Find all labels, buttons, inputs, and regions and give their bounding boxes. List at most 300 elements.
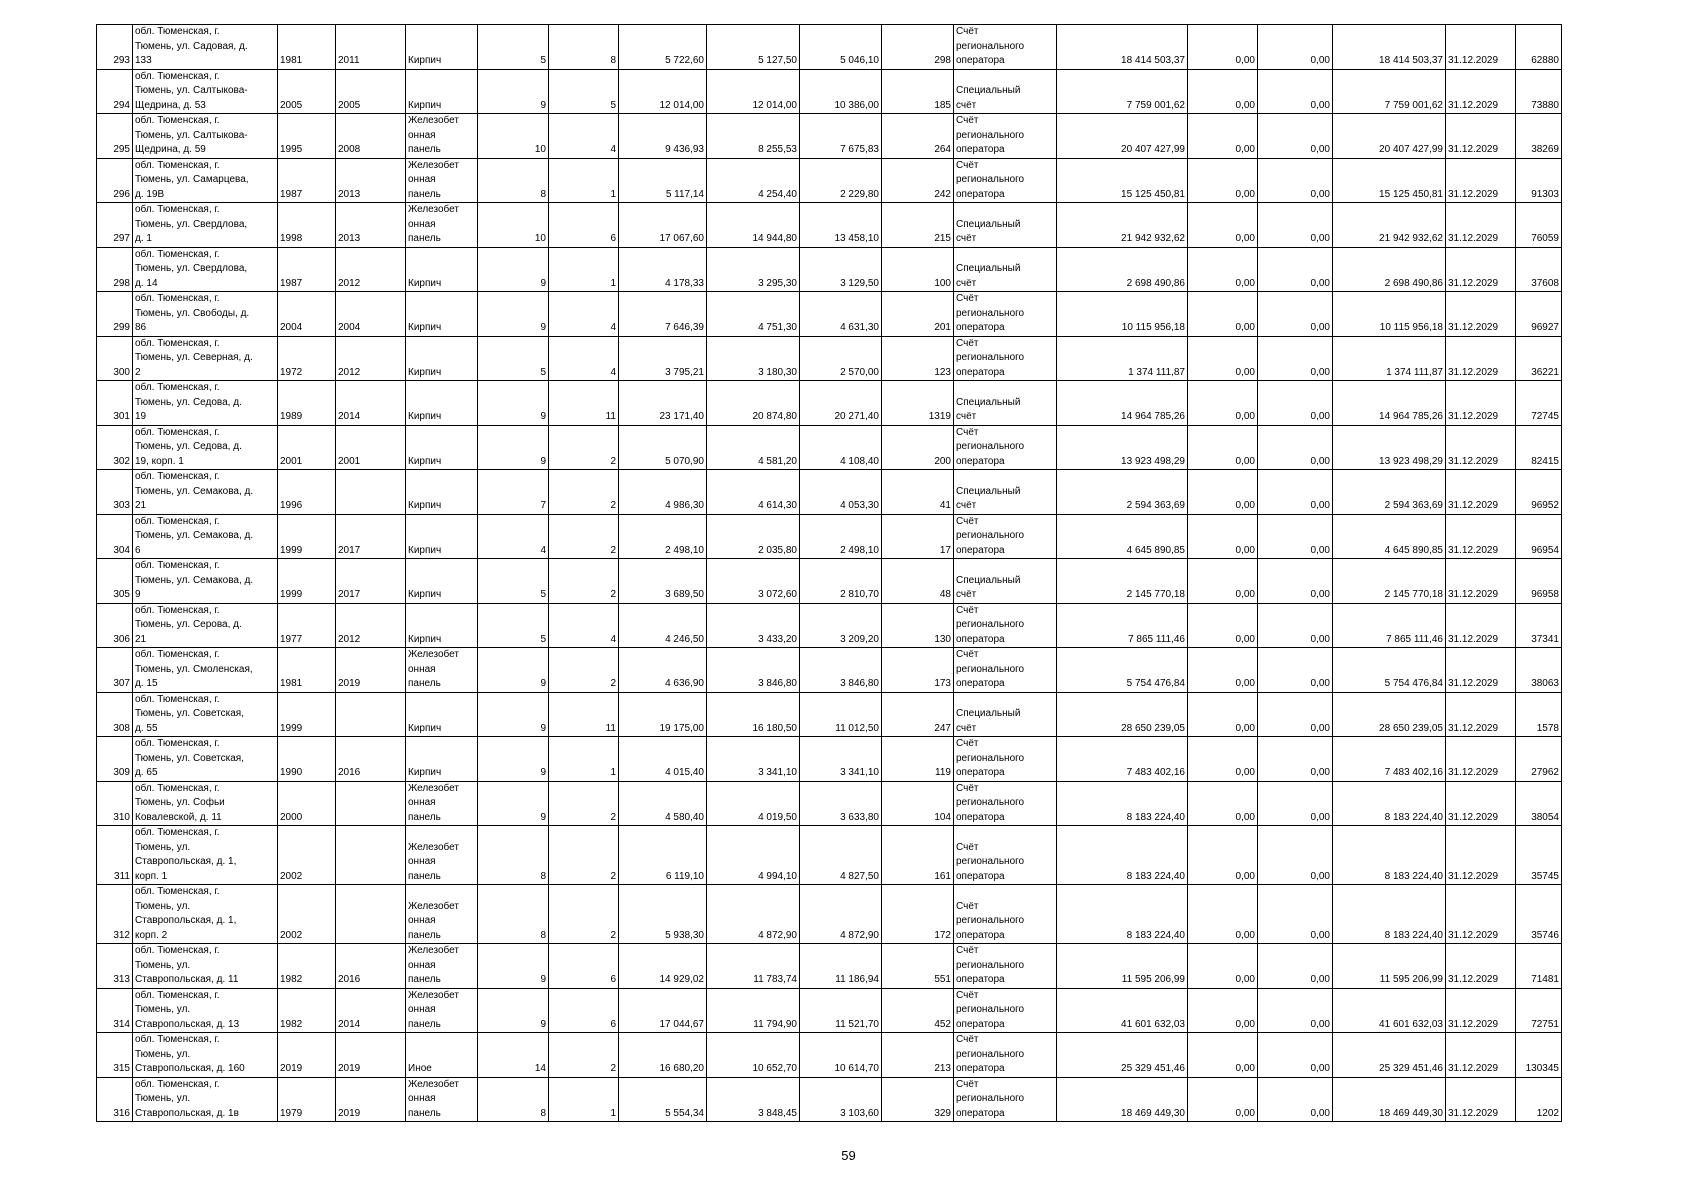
cell-address: обл. Тюменская, г. Тюмень, ул. Ставропольская, д. 1, корп. 2: [133, 885, 278, 944]
cell-fund-method: Счёт регионального оператора: [954, 885, 1057, 944]
cell-floors: 8: [478, 826, 549, 885]
cell-year-repair: 2019: [336, 648, 406, 693]
cell-area-residential: 20 271,40: [800, 381, 882, 426]
cell-area-premises: 10 652,70: [707, 1033, 800, 1078]
cell-residents: 247: [882, 692, 954, 737]
cell-cost-fund2: 0,00: [1258, 158, 1333, 203]
cell-cost-total: 13 923 498,29: [1057, 425, 1188, 470]
cell-code: 62880: [1516, 25, 1562, 70]
cell-code: 36221: [1516, 336, 1562, 381]
cell-cost-fund2: 0,00: [1258, 944, 1333, 989]
cell-fund-method: Счёт регионального оператора: [954, 648, 1057, 693]
cell-cost-fund1: 0,00: [1188, 885, 1258, 944]
cell-entrances: 2: [549, 470, 619, 515]
cell-residents: 551: [882, 944, 954, 989]
cell-cost-total: 20 407 427,99: [1057, 114, 1188, 159]
cell-cost-fund2: 0,00: [1258, 336, 1333, 381]
cell-floors: 9: [478, 944, 549, 989]
cell-cost-owners: 2 145 770,18: [1333, 559, 1446, 604]
cell-area-premises: 3 846,80: [707, 648, 800, 693]
cell-cost-fund2: 0,00: [1258, 603, 1333, 648]
cell-cost-owners: 5 754 476,84: [1333, 648, 1446, 693]
cell-area-residential: 3 341,10: [800, 737, 882, 782]
cell-code: 37341: [1516, 603, 1562, 648]
cell-cost-total: 21 942 932,62: [1057, 203, 1188, 248]
cell-year-repair: [336, 470, 406, 515]
cell-material: Железобет онная панель: [406, 781, 478, 826]
cell-cost-total: 15 125 450,81: [1057, 158, 1188, 203]
cell-cost-fund2: 0,00: [1258, 1077, 1333, 1122]
cell-area-total: 5 554,34: [619, 1077, 707, 1122]
cell-area-premises: 3 072,60: [707, 559, 800, 604]
cell-area-residential: 4 872,90: [800, 885, 882, 944]
cell-n: 304: [97, 514, 133, 559]
cell-area-total: 5 722,60: [619, 25, 707, 70]
cell-area-premises: 12 014,00: [707, 69, 800, 114]
cell-residents: 41: [882, 470, 954, 515]
cell-residents: 104: [882, 781, 954, 826]
cell-material: Кирпич: [406, 25, 478, 70]
cell-address: обл. Тюменская, г. Тюмень, ул. Семакова, д. 9: [133, 559, 278, 604]
cell-material: Иное: [406, 1033, 478, 1078]
cell-code: 96954: [1516, 514, 1562, 559]
cell-deadline: 31.12.2029: [1446, 25, 1516, 70]
cell-area-total: 5 070,90: [619, 425, 707, 470]
cell-code: 38063: [1516, 648, 1562, 693]
cell-area-premises: 3 848,45: [707, 1077, 800, 1122]
cell-address: обл. Тюменская, г. Тюмень, ул. Ставропольская, д. 1, корп. 1: [133, 826, 278, 885]
cell-area-residential: 7 675,83: [800, 114, 882, 159]
cell-cost-total: 2 698 490,86: [1057, 247, 1188, 292]
cell-area-residential: 4 827,50: [800, 826, 882, 885]
cell-area-total: 4 246,50: [619, 603, 707, 648]
cell-area-residential: 3 209,20: [800, 603, 882, 648]
cell-area-total: 4 636,90: [619, 648, 707, 693]
cell-address: обл. Тюменская, г. Тюмень, ул. Советская, д. 55: [133, 692, 278, 737]
cell-floors: 5: [478, 336, 549, 381]
cell-cost-owners: 25 329 451,46: [1333, 1033, 1446, 1078]
cell-fund-method: Счёт регионального оператора: [954, 781, 1057, 826]
cell-area-residential: 3 633,80: [800, 781, 882, 826]
cell-area-premises: 4 751,30: [707, 292, 800, 337]
cell-address: обл. Тюменская, г. Тюмень, ул. Самарцева, д. 19В: [133, 158, 278, 203]
cell-address: обл. Тюменская, г. Тюмень, ул. Ставропольская, д. 160: [133, 1033, 278, 1078]
cell-cost-owners: 18 414 503,37: [1333, 25, 1446, 70]
cell-area-residential: 11 186,94: [800, 944, 882, 989]
cell-entrances: 2: [549, 425, 619, 470]
cell-area-residential: 2 229,80: [800, 158, 882, 203]
cell-area-total: 5 938,30: [619, 885, 707, 944]
cell-code: 27962: [1516, 737, 1562, 782]
cell-n: 311: [97, 826, 133, 885]
cell-code: 91303: [1516, 158, 1562, 203]
cell-deadline: 31.12.2029: [1446, 203, 1516, 248]
cell-residents: 17: [882, 514, 954, 559]
cell-floors: 10: [478, 114, 549, 159]
cell-year-built: 2002: [278, 885, 336, 944]
cell-year-repair: [336, 781, 406, 826]
cell-cost-fund1: 0,00: [1188, 292, 1258, 337]
cell-address: обл. Тюменская, г. Тюмень, ул. Седова, д. 19, корп. 1: [133, 425, 278, 470]
cell-entrances: 1: [549, 737, 619, 782]
cell-year-repair: 2014: [336, 988, 406, 1033]
cell-code: 72751: [1516, 988, 1562, 1033]
cell-deadline: 31.12.2029: [1446, 781, 1516, 826]
cell-floors: 8: [478, 158, 549, 203]
cell-address: обл. Тюменская, г. Тюмень, ул. Ставропольская, д. 1в: [133, 1077, 278, 1122]
cell-deadline: 31.12.2029: [1446, 692, 1516, 737]
cell-material: Железобет онная панель: [406, 988, 478, 1033]
cell-deadline: 31.12.2029: [1446, 381, 1516, 426]
cell-year-built: 1999: [278, 559, 336, 604]
cell-fund-method: Специальный счёт: [954, 247, 1057, 292]
cell-entrances: 1: [549, 247, 619, 292]
cell-cost-total: 25 329 451,46: [1057, 1033, 1188, 1078]
cell-area-residential: 3 846,80: [800, 648, 882, 693]
cell-code: 37608: [1516, 247, 1562, 292]
cell-fund-method: Специальный счёт: [954, 559, 1057, 604]
cell-entrances: 1: [549, 1077, 619, 1122]
cell-cost-total: 14 964 785,26: [1057, 381, 1188, 426]
cell-n: 313: [97, 944, 133, 989]
cell-material: Кирпич: [406, 470, 478, 515]
cell-cost-owners: 20 407 427,99: [1333, 114, 1446, 159]
cell-floors: 4: [478, 514, 549, 559]
cell-cost-fund1: 0,00: [1188, 470, 1258, 515]
cell-floors: 9: [478, 988, 549, 1033]
cell-year-repair: 2004: [336, 292, 406, 337]
cell-fund-method: Счёт регионального оператора: [954, 158, 1057, 203]
cell-area-residential: 3 129,50: [800, 247, 882, 292]
cell-deadline: 31.12.2029: [1446, 1077, 1516, 1122]
cell-deadline: 31.12.2029: [1446, 247, 1516, 292]
cell-area-total: 4 580,40: [619, 781, 707, 826]
cell-fund-method: Специальный счёт: [954, 203, 1057, 248]
cell-deadline: 31.12.2029: [1446, 425, 1516, 470]
cell-address: обл. Тюменская, г. Тюмень, ул. Серова, д. 21: [133, 603, 278, 648]
cell-cost-total: 18 469 449,30: [1057, 1077, 1188, 1122]
cell-area-residential: 4 053,30: [800, 470, 882, 515]
cell-address: обл. Тюменская, г. Тюмень, ул. Свободы, д. 86: [133, 292, 278, 337]
cell-entrances: 1: [549, 158, 619, 203]
cell-area-premises: 3 295,30: [707, 247, 800, 292]
cell-floors: 8: [478, 1077, 549, 1122]
cell-residents: 123: [882, 336, 954, 381]
cell-cost-fund1: 0,00: [1188, 158, 1258, 203]
cell-cost-fund1: 0,00: [1188, 425, 1258, 470]
cell-floors: 9: [478, 737, 549, 782]
cell-year-built: 1981: [278, 648, 336, 693]
table-row: [97, 781, 1562, 826]
cell-deadline: 31.12.2029: [1446, 470, 1516, 515]
cell-area-total: 17 044,67: [619, 988, 707, 1033]
cell-n: 301: [97, 381, 133, 426]
cell-cost-fund2: 0,00: [1258, 885, 1333, 944]
cell-fund-method: Счёт регионального оператора: [954, 336, 1057, 381]
cell-cost-fund1: 0,00: [1188, 826, 1258, 885]
cell-cost-fund2: 0,00: [1258, 292, 1333, 337]
cell-cost-fund1: 0,00: [1188, 781, 1258, 826]
cell-entrances: 11: [549, 381, 619, 426]
cell-floors: 14: [478, 1033, 549, 1078]
cell-cost-fund1: 0,00: [1188, 1077, 1258, 1122]
cell-fund-method: Счёт регионального оператора: [954, 737, 1057, 782]
cell-year-repair: 2001: [336, 425, 406, 470]
cell-year-built: 1972: [278, 336, 336, 381]
cell-fund-method: Счёт регионального оператора: [954, 114, 1057, 159]
cell-cost-fund1: 0,00: [1188, 336, 1258, 381]
cell-n: 315: [97, 1033, 133, 1078]
table-row: [97, 381, 1562, 426]
cell-deadline: 31.12.2029: [1446, 1033, 1516, 1078]
cell-material: Кирпич: [406, 737, 478, 782]
cell-material: Кирпич: [406, 692, 478, 737]
cell-cost-fund1: 0,00: [1188, 737, 1258, 782]
table-row: [97, 944, 1562, 989]
cell-material: Железобет онная панель: [406, 203, 478, 248]
cell-cost-owners: 8 183 224,40: [1333, 781, 1446, 826]
table-row: [97, 559, 1562, 604]
cell-n: 293: [97, 25, 133, 70]
cell-cost-total: 8 183 224,40: [1057, 826, 1188, 885]
cell-material: Кирпич: [406, 603, 478, 648]
cell-entrances: 4: [549, 603, 619, 648]
cell-fund-method: Счёт регионального оператора: [954, 1033, 1057, 1078]
cell-material: Кирпич: [406, 69, 478, 114]
cell-cost-owners: 8 183 224,40: [1333, 885, 1446, 944]
cell-fund-method: Счёт регионального оператора: [954, 25, 1057, 70]
cell-address: обл. Тюменская, г. Тюмень, ул. Садовая, д. 133: [133, 25, 278, 70]
cell-material: Железобет онная панель: [406, 885, 478, 944]
table-row: [97, 988, 1562, 1033]
cell-area-total: 9 436,93: [619, 114, 707, 159]
cell-cost-owners: 28 650 239,05: [1333, 692, 1446, 737]
cell-cost-fund2: 0,00: [1258, 25, 1333, 70]
cell-address: обл. Тюменская, г. Тюмень, ул. Салтыкова- Щедрина, д. 59: [133, 114, 278, 159]
cell-residents: 452: [882, 988, 954, 1033]
cell-cost-fund1: 0,00: [1188, 247, 1258, 292]
cell-cost-fund2: 0,00: [1258, 737, 1333, 782]
cell-material: Кирпич: [406, 292, 478, 337]
cell-cost-total: 18 414 503,37: [1057, 25, 1188, 70]
cell-entrances: 6: [549, 203, 619, 248]
cell-address: обл. Тюменская, г. Тюмень, ул. Семакова, д. 21: [133, 470, 278, 515]
cell-residents: 173: [882, 648, 954, 693]
cell-year-built: 1989: [278, 381, 336, 426]
cell-code: 96958: [1516, 559, 1562, 604]
cell-cost-fund2: 0,00: [1258, 826, 1333, 885]
cell-cost-fund1: 0,00: [1188, 988, 1258, 1033]
cell-year-built: 1999: [278, 692, 336, 737]
cell-area-premises: 4 994,10: [707, 826, 800, 885]
cell-area-premises: 4 581,20: [707, 425, 800, 470]
cell-fund-method: Специальный счёт: [954, 69, 1057, 114]
cell-residents: 201: [882, 292, 954, 337]
cell-cost-total: 7 759 001,62: [1057, 69, 1188, 114]
cell-n: 305: [97, 559, 133, 604]
cell-area-premises: 4 614,30: [707, 470, 800, 515]
cell-cost-total: 8 183 224,40: [1057, 781, 1188, 826]
cell-cost-fund1: 0,00: [1188, 203, 1258, 248]
cell-entrances: 4: [549, 114, 619, 159]
cell-year-repair: 2013: [336, 203, 406, 248]
cell-floors: 9: [478, 381, 549, 426]
cell-area-total: 14 929,02: [619, 944, 707, 989]
cell-area-total: 7 646,39: [619, 292, 707, 337]
cell-n: 306: [97, 603, 133, 648]
cell-floors: 9: [478, 247, 549, 292]
cell-fund-method: Специальный счёт: [954, 692, 1057, 737]
cell-cost-fund1: 0,00: [1188, 1033, 1258, 1078]
cell-cost-fund2: 0,00: [1258, 692, 1333, 737]
cell-address: обл. Тюменская, г. Тюмень, ул. Свердлова, д. 1: [133, 203, 278, 248]
cell-year-built: 1979: [278, 1077, 336, 1122]
cell-area-residential: 10 614,70: [800, 1033, 882, 1078]
cell-year-repair: 2019: [336, 1033, 406, 1078]
cell-code: 72745: [1516, 381, 1562, 426]
cell-year-built: 2004: [278, 292, 336, 337]
cell-n: 310: [97, 781, 133, 826]
cell-code: 1202: [1516, 1077, 1562, 1122]
cell-deadline: 31.12.2029: [1446, 69, 1516, 114]
cell-fund-method: Счёт регионального оператора: [954, 603, 1057, 648]
cell-entrances: 2: [549, 826, 619, 885]
cell-cost-owners: 7 483 402,16: [1333, 737, 1446, 782]
table-row: [97, 158, 1562, 203]
cell-entrances: 2: [549, 514, 619, 559]
cell-material: Кирпич: [406, 559, 478, 604]
cell-floors: 5: [478, 25, 549, 70]
cell-entrances: 8: [549, 25, 619, 70]
cell-year-built: 1999: [278, 514, 336, 559]
table-row: [97, 203, 1562, 248]
cell-entrances: 5: [549, 69, 619, 114]
table-row: [97, 737, 1562, 782]
cell-year-repair: 2011: [336, 25, 406, 70]
cell-cost-fund1: 0,00: [1188, 559, 1258, 604]
cell-cost-total: 5 754 476,84: [1057, 648, 1188, 693]
cell-cost-owners: 1 374 111,87: [1333, 336, 1446, 381]
cell-entrances: 6: [549, 988, 619, 1033]
cell-area-premises: 16 180,50: [707, 692, 800, 737]
table-row: [97, 292, 1562, 337]
table-row: [97, 69, 1562, 114]
cell-code: 82415: [1516, 425, 1562, 470]
cell-cost-fund2: 0,00: [1258, 514, 1333, 559]
cell-cost-fund2: 0,00: [1258, 203, 1333, 248]
cell-area-residential: 13 458,10: [800, 203, 882, 248]
cell-fund-method: Счёт регионального оператора: [954, 988, 1057, 1033]
cell-material: Кирпич: [406, 381, 478, 426]
cell-n: 295: [97, 114, 133, 159]
cell-cost-owners: 15 125 450,81: [1333, 158, 1446, 203]
cell-cost-total: 1 374 111,87: [1057, 336, 1188, 381]
cell-cost-owners: 2 594 363,69: [1333, 470, 1446, 515]
cell-area-total: 12 014,00: [619, 69, 707, 114]
cell-cost-fund2: 0,00: [1258, 648, 1333, 693]
cell-fund-method: Специальный счёт: [954, 381, 1057, 426]
cell-code: 130345: [1516, 1033, 1562, 1078]
cell-area-premises: 11 783,74: [707, 944, 800, 989]
cell-residents: 298: [882, 25, 954, 70]
cell-year-repair: 2016: [336, 944, 406, 989]
cell-n: 294: [97, 69, 133, 114]
cell-n: 299: [97, 292, 133, 337]
cell-area-total: 16 680,20: [619, 1033, 707, 1078]
cell-area-premises: 4 254,40: [707, 158, 800, 203]
cell-residents: 242: [882, 158, 954, 203]
cell-cost-owners: 7 759 001,62: [1333, 69, 1446, 114]
cell-entrances: 11: [549, 692, 619, 737]
cell-code: 35745: [1516, 826, 1562, 885]
cell-cost-owners: 8 183 224,40: [1333, 826, 1446, 885]
cell-cost-fund1: 0,00: [1188, 603, 1258, 648]
cell-cost-total: 28 650 239,05: [1057, 692, 1188, 737]
cell-area-total: 4 015,40: [619, 737, 707, 782]
cell-year-built: 1990: [278, 737, 336, 782]
table-row: [97, 885, 1562, 944]
cell-residents: 1319: [882, 381, 954, 426]
cell-deadline: 31.12.2029: [1446, 737, 1516, 782]
table-row: [97, 247, 1562, 292]
cell-cost-fund1: 0,00: [1188, 514, 1258, 559]
table-row: [97, 514, 1562, 559]
cell-deadline: 31.12.2029: [1446, 944, 1516, 989]
cell-area-residential: 5 046,10: [800, 25, 882, 70]
cell-address: обл. Тюменская, г. Тюмень, ул. Свердлова, д. 14: [133, 247, 278, 292]
cell-deadline: 31.12.2029: [1446, 292, 1516, 337]
cell-cost-owners: 13 923 498,29: [1333, 425, 1446, 470]
cell-area-total: 3 795,21: [619, 336, 707, 381]
cell-n: 309: [97, 737, 133, 782]
cell-n: 307: [97, 648, 133, 693]
cell-cost-fund2: 0,00: [1258, 988, 1333, 1033]
cell-cost-fund1: 0,00: [1188, 692, 1258, 737]
cell-year-built: 1987: [278, 247, 336, 292]
cell-n: 308: [97, 692, 133, 737]
cell-year-repair: [336, 885, 406, 944]
cell-deadline: 31.12.2029: [1446, 885, 1516, 944]
cell-code: 38054: [1516, 781, 1562, 826]
cell-cost-fund2: 0,00: [1258, 247, 1333, 292]
cell-n: 298: [97, 247, 133, 292]
cell-floors: 9: [478, 781, 549, 826]
cell-entrances: 2: [549, 885, 619, 944]
cell-cost-fund1: 0,00: [1188, 381, 1258, 426]
cell-residents: 200: [882, 425, 954, 470]
cell-year-repair: 2012: [336, 336, 406, 381]
table-row: [97, 1033, 1562, 1078]
cell-area-premises: 3 433,20: [707, 603, 800, 648]
cell-cost-total: 41 601 632,03: [1057, 988, 1188, 1033]
cell-code: 71481: [1516, 944, 1562, 989]
cell-year-built: 1996: [278, 470, 336, 515]
cell-entrances: 4: [549, 292, 619, 337]
cell-area-total: 2 498,10: [619, 514, 707, 559]
cell-deadline: 31.12.2029: [1446, 336, 1516, 381]
cell-area-premises: 5 127,50: [707, 25, 800, 70]
cell-material: Кирпич: [406, 514, 478, 559]
cell-cost-fund1: 0,00: [1188, 25, 1258, 70]
cell-address: обл. Тюменская, г. Тюмень, ул. Ставропольская, д. 11: [133, 944, 278, 989]
cell-residents: 119: [882, 737, 954, 782]
cell-area-total: 4 178,33: [619, 247, 707, 292]
cell-deadline: 31.12.2029: [1446, 514, 1516, 559]
table-row: [97, 25, 1562, 70]
cell-year-repair: 2019: [336, 1077, 406, 1122]
cell-floors: 9: [478, 648, 549, 693]
cell-address: обл. Тюменская, г. Тюмень, ул. Семакова, д. 6: [133, 514, 278, 559]
